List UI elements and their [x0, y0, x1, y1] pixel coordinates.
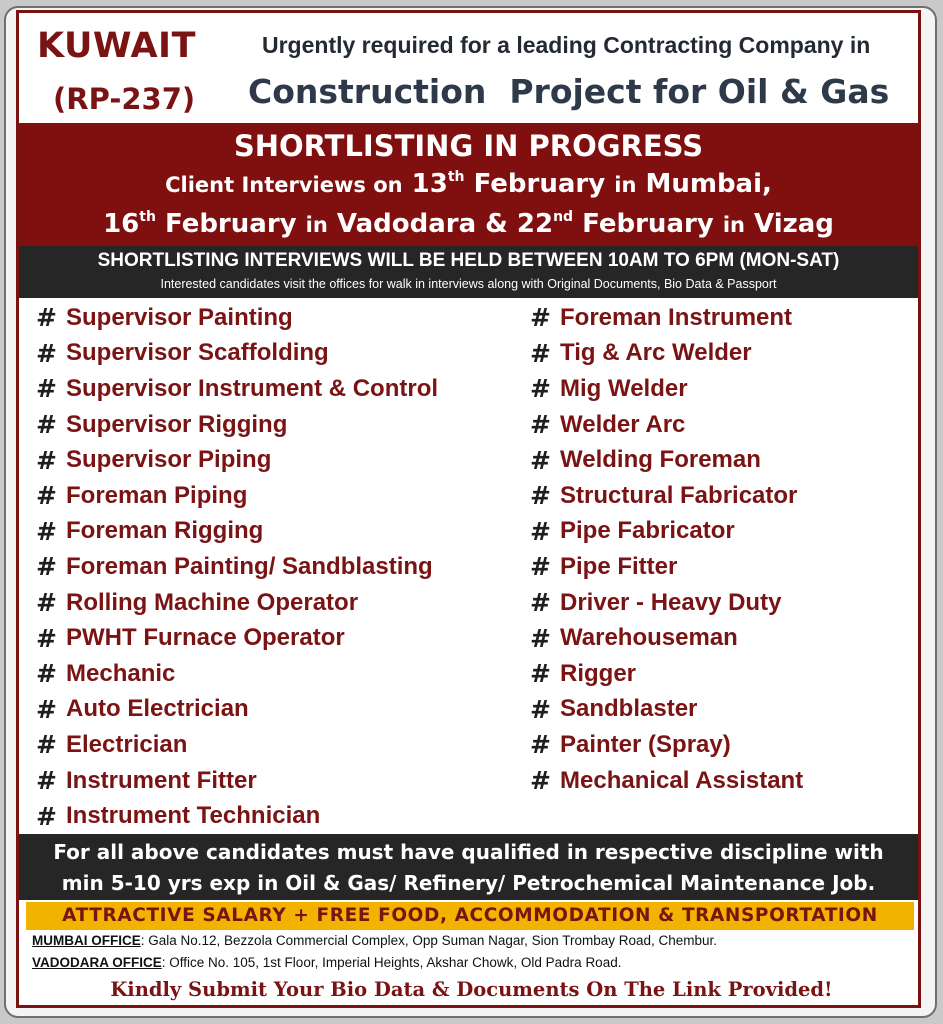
- hash-bullet-icon: #: [530, 516, 551, 546]
- job-title: Supervisor Painting: [66, 303, 293, 331]
- job-item: [36, 549, 438, 585]
- job-title: Auto Electrician: [66, 695, 249, 723]
- job-item: [530, 514, 803, 550]
- hash-bullet-icon: #: [36, 338, 57, 368]
- job-item: [530, 300, 803, 336]
- job-title: Tig & Arc Welder: [560, 339, 752, 367]
- banner-date-suffix: nd: [553, 209, 574, 225]
- banner-date-day: 22: [516, 209, 554, 239]
- country-title: KUWAIT: [37, 26, 196, 66]
- banner-month: February: [164, 209, 297, 239]
- mumbai-office-address: : Gala No.12, Bezzola Commercial Complex, Opp Suman Nagar, Sion Trombay Road, Chembur.: [140, 933, 718, 948]
- banner-title: SHORTLISTING IN PROGRESS: [233, 129, 704, 163]
- job-item: [36, 371, 438, 407]
- job-item: [36, 442, 438, 478]
- job-title: Welding Foreman: [560, 446, 761, 474]
- job-title: Foreman Piping: [66, 481, 248, 509]
- hash-bullet-icon: #: [36, 516, 57, 546]
- job-item: [36, 300, 438, 336]
- job-item: [530, 478, 803, 514]
- requirement-line-1: For all above candidates must have qualified in respective discipline with: [53, 840, 884, 864]
- hash-bullet-icon: #: [530, 588, 551, 618]
- hash-bullet-icon: #: [530, 766, 551, 796]
- job-title: Pipe Fitter: [560, 552, 678, 580]
- header-line-1: Urgently required for a leading Contracting Company in: [262, 32, 871, 58]
- job-item: [36, 620, 438, 656]
- job-title: Supervisor Rigging: [66, 410, 288, 438]
- job-title: Supervisor Piping: [66, 446, 272, 474]
- reference-code: (RP-237): [53, 82, 196, 116]
- hash-bullet-icon: #: [36, 481, 57, 511]
- hash-bullet-icon: #: [36, 730, 57, 760]
- banner-text: in: [722, 213, 745, 237]
- mumbai-office: [32, 933, 717, 948]
- job-title: Rolling Machine Operator: [66, 588, 359, 616]
- banner-city: Vadodara &: [336, 209, 508, 239]
- interview-notice-bar: [19, 246, 918, 298]
- hash-bullet-icon: #: [36, 410, 57, 440]
- job-item: [530, 407, 803, 443]
- banner-date-day: 16: [103, 209, 140, 239]
- hash-bullet-icon: #: [36, 374, 57, 404]
- job-item: [530, 442, 803, 478]
- hash-bullet-icon: #: [36, 588, 57, 618]
- job-item: [36, 336, 438, 372]
- hash-bullet-icon: #: [530, 374, 551, 404]
- job-title: Driver - Heavy Duty: [560, 588, 782, 616]
- job-title: Electrician: [66, 730, 188, 758]
- hash-bullet-icon: #: [36, 445, 57, 475]
- interview-banner: [19, 123, 918, 246]
- job-title: Warehouseman: [560, 624, 738, 652]
- banner-date-day: 13: [411, 169, 448, 199]
- requirement-bar: [19, 834, 918, 900]
- job-item: [36, 692, 438, 728]
- banner-month: February: [582, 209, 714, 239]
- banner-line-vadodara-vizag: [19, 209, 918, 239]
- mumbai-office-label: MUMBAI OFFICE: [32, 933, 141, 948]
- job-title: Foreman Painting/ Sandblasting: [66, 552, 433, 580]
- hash-bullet-icon: #: [530, 730, 551, 760]
- job-list-left: [36, 300, 438, 834]
- job-title: Painter (Spray): [560, 730, 731, 758]
- hash-bullet-icon: #: [530, 694, 551, 724]
- job-item: [530, 371, 803, 407]
- requirement-line-2: min 5-10 yrs exp in Oil & Gas/ Refinery/ Petrochemical Maintenance Job.: [61, 871, 876, 895]
- banner-date-suffix: th: [139, 209, 156, 225]
- banner-city: Vizag: [754, 209, 834, 239]
- hash-bullet-icon: #: [530, 659, 551, 689]
- vadodara-office-address: : Office No. 105, 1st Floor, Imperial Heights, Akshar Chowk, Old Padra Road.: [161, 955, 622, 970]
- job-item: [530, 620, 803, 656]
- banner-text: in: [305, 213, 328, 237]
- banner-line-mumbai: [19, 169, 918, 199]
- banner-date-suffix: th: [447, 169, 465, 185]
- notice-timing: SHORTLISTING INTERVIEWS WILL BE HELD BETWEEN 10AM TO 6PM (MON-SAT): [97, 250, 840, 271]
- submit-instruction: Kindly Submit Your Bio Data & Documents On The Link Provided!: [110, 978, 833, 1001]
- job-item: [530, 585, 803, 621]
- salary-benefits-bar: ATTRACTIVE SALARY + FREE FOOD, ACCOMMODATION & TRANSPORTATION: [26, 902, 914, 930]
- job-title: Welder Arc: [560, 410, 686, 438]
- hash-bullet-icon: #: [36, 303, 57, 333]
- job-item: [36, 478, 438, 514]
- header-line-2: Construction Project for Oil & Gas: [248, 72, 890, 111]
- hash-bullet-icon: #: [530, 623, 551, 653]
- job-title: Mechanical Assistant: [560, 766, 804, 794]
- job-title: PWHT Furnace Operator: [66, 624, 345, 652]
- job-title: Structural Fabricator: [560, 481, 798, 509]
- vadodara-office-label: VADODARA OFFICE: [32, 955, 162, 970]
- job-item: [36, 407, 438, 443]
- banner-city: Mumbai,: [645, 169, 772, 199]
- hash-bullet-icon: #: [36, 552, 57, 582]
- job-item: [36, 656, 438, 692]
- job-title: Instrument Technician: [66, 802, 321, 830]
- hash-bullet-icon: #: [36, 623, 57, 653]
- job-title: Supervisor Scaffolding: [66, 339, 329, 367]
- job-title: Pipe Fabricator: [560, 517, 735, 545]
- job-title: Supervisor Instrument & Control: [66, 374, 439, 402]
- job-item: [530, 549, 803, 585]
- job-title: Sandblaster: [560, 695, 698, 723]
- hash-bullet-icon: #: [530, 445, 551, 475]
- job-item: [36, 763, 438, 799]
- job-item: [530, 656, 803, 692]
- job-title: Instrument Fitter: [66, 766, 257, 794]
- hash-bullet-icon: #: [36, 766, 57, 796]
- job-list-right: [530, 300, 803, 798]
- job-title: Mig Welder: [560, 374, 688, 402]
- banner-month: February: [473, 169, 606, 199]
- hash-bullet-icon: #: [530, 338, 551, 368]
- job-item: [530, 336, 803, 372]
- job-item: [36, 727, 438, 763]
- job-title: Foreman Rigging: [66, 517, 264, 545]
- hash-bullet-icon: #: [36, 659, 57, 689]
- job-item: [36, 514, 438, 550]
- job-item: [530, 692, 803, 728]
- job-title: Foreman Instrument: [560, 303, 793, 331]
- job-title: Mechanic: [66, 659, 176, 687]
- hash-bullet-icon: #: [36, 801, 57, 831]
- job-title: Rigger: [560, 659, 637, 687]
- hash-bullet-icon: #: [530, 552, 551, 582]
- notice-documents: Interested candidates visit the offices for walk in interviews along with Original Documents, Bio Data & Passport: [160, 277, 777, 291]
- hash-bullet-icon: #: [530, 303, 551, 333]
- hash-bullet-icon: #: [530, 481, 551, 511]
- job-item: [36, 798, 438, 834]
- vadodara-office: [32, 955, 621, 970]
- job-item: [36, 585, 438, 621]
- hash-bullet-icon: #: [530, 410, 551, 440]
- banner-text: Client Interviews on: [165, 173, 403, 197]
- hash-bullet-icon: #: [36, 694, 57, 724]
- banner-text: in: [614, 173, 637, 197]
- job-item: [530, 727, 803, 763]
- job-item: [530, 763, 803, 799]
